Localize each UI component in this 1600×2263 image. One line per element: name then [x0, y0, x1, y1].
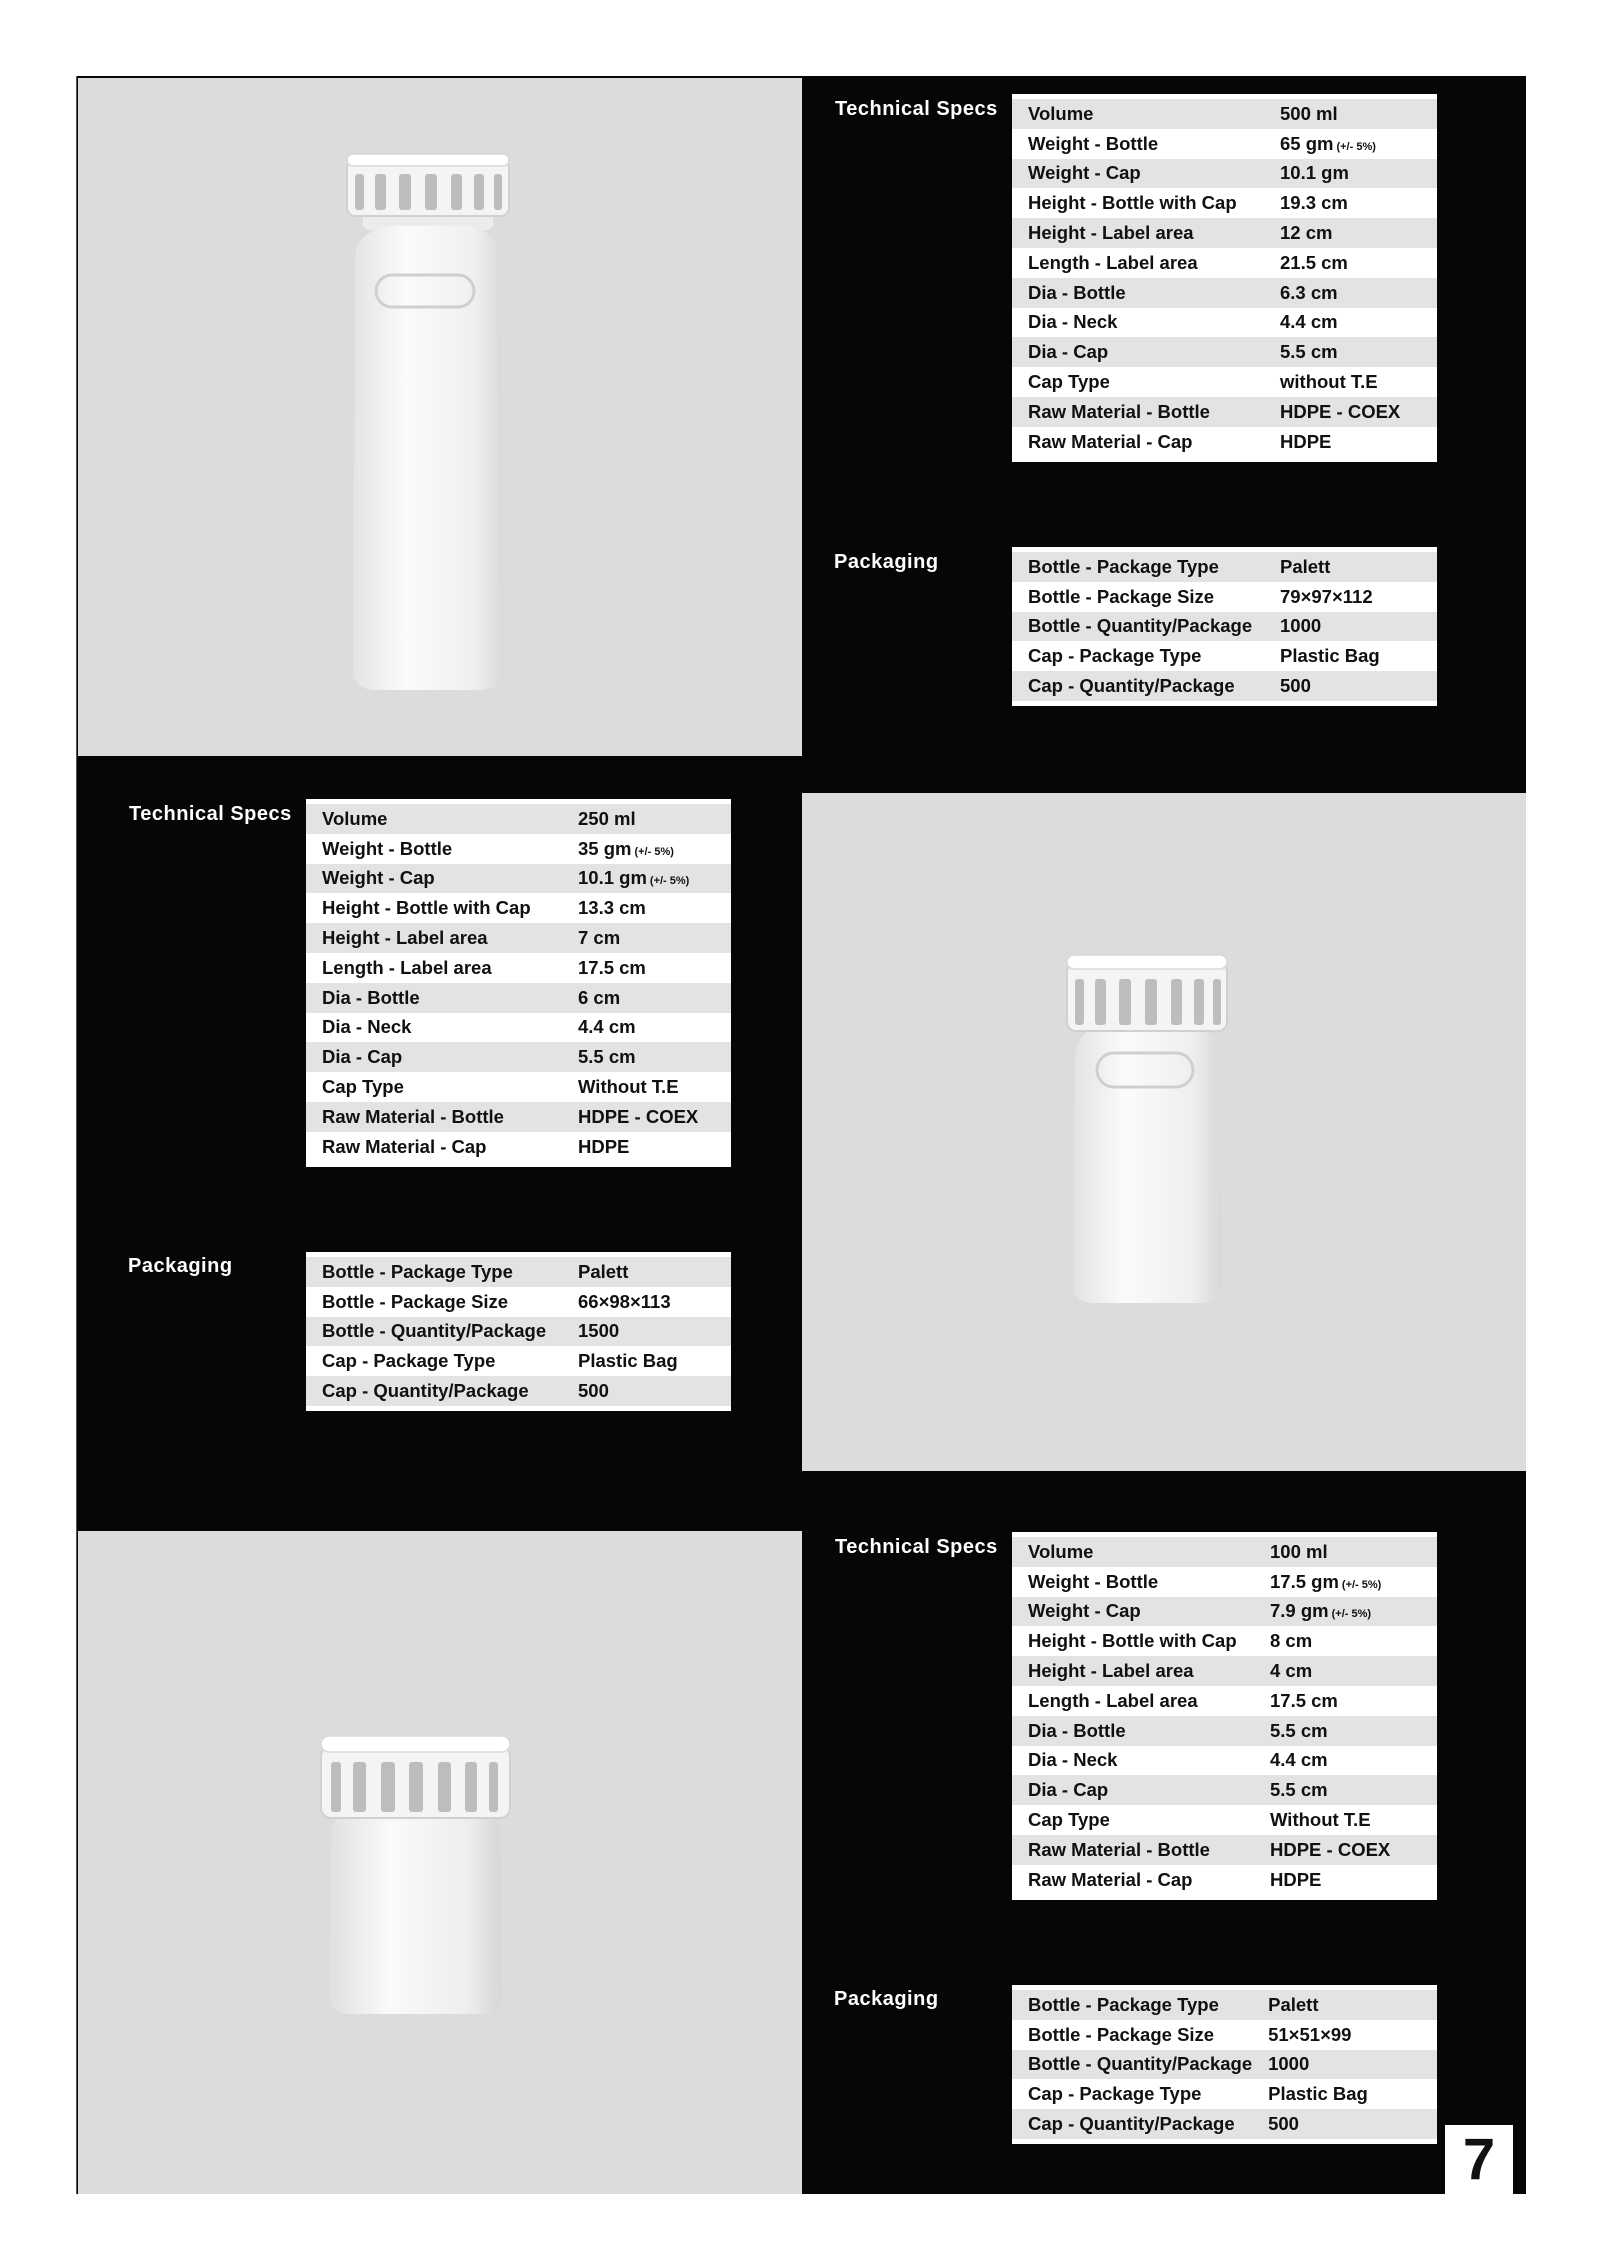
tolerance-note: (+/- 5%) [649, 875, 690, 888]
packaging-heading: Packaging [834, 551, 939, 573]
table-row [1012, 582, 1437, 612]
packaging-value: 500 [1252, 2109, 1437, 2141]
packaging-label: Bottle - Quantity/Package [1012, 2050, 1252, 2080]
specs-table [1012, 94, 1437, 462]
spec-value: 12 cm [1264, 218, 1437, 248]
table-row [1012, 612, 1437, 642]
table-row [1012, 1746, 1437, 1776]
table-row [306, 1317, 731, 1347]
table-row [1012, 1686, 1437, 1716]
packaging-value: 1500 [562, 1317, 731, 1347]
spec-value: 4.4 cm [1264, 308, 1437, 338]
table-row [1012, 278, 1437, 308]
table-row [1012, 641, 1437, 671]
packaging-label: Cap - Package Type [1012, 641, 1264, 671]
spec-label: Volume [1012, 97, 1264, 129]
table-row [1012, 337, 1437, 367]
packaging-label: Bottle - Quantity/Package [306, 1317, 562, 1347]
table-row [306, 923, 731, 953]
table-row [1012, 550, 1437, 582]
spec-label: Weight - Cap [306, 864, 562, 894]
spec-label: Raw Material - Bottle [1012, 397, 1264, 427]
table-row [1012, 2109, 1437, 2141]
spec-label: Dia - Cap [1012, 337, 1264, 367]
spec-label: Height - Label area [306, 923, 562, 953]
packaging-label: Bottle - Package Type [1012, 1988, 1252, 2020]
tolerance-note: (+/- 5%) [634, 845, 674, 858]
packaging-label: Bottle - Package Size [1012, 2020, 1252, 2050]
spec-value: HDPE - COEX [562, 1102, 731, 1132]
table-row [306, 953, 731, 983]
table-row [1012, 2079, 1437, 2109]
spec-value: 7.9 gm (+/- 5%) [1254, 1597, 1437, 1627]
spec-value: without T.E [1264, 367, 1437, 397]
packaging-table [1012, 547, 1437, 706]
spec-label: Cap Type [1012, 367, 1264, 397]
packaging-value: Palett [1264, 550, 1437, 582]
spec-label: Height - Label area [1012, 1656, 1254, 1686]
packaging-value: 500 [1264, 671, 1437, 703]
packaging-value: 51×51×99 [1252, 2020, 1437, 2050]
table-row [306, 1102, 731, 1132]
table-row [306, 1376, 731, 1408]
spec-label: Dia - Neck [306, 1013, 562, 1043]
bottle-250ml-photo [802, 793, 1526, 1471]
spec-value: HDPE - COEX [1264, 397, 1437, 427]
spec-value: 13.3 cm [562, 893, 731, 923]
spec-value: 6.3 cm [1264, 278, 1437, 308]
packaging-value: 500 [562, 1376, 731, 1408]
table-row [1012, 2020, 1437, 2050]
table-row [306, 1042, 731, 1072]
table-row [1012, 1656, 1437, 1686]
specs-table [1012, 1532, 1437, 1900]
spec-label: Height - Bottle with Cap [1012, 188, 1264, 218]
table-row [306, 1072, 731, 1102]
table-row [1012, 1988, 1437, 2020]
packaging-label: Cap - Quantity/Package [1012, 2109, 1252, 2141]
packaging-value: Plastic Bag [1252, 2079, 1437, 2109]
tolerance-note: (+/- 5%) [1341, 1578, 1382, 1591]
packaging-label: Cap - Quantity/Package [306, 1376, 562, 1408]
spec-value: 8 cm [1254, 1626, 1437, 1656]
spec-label: Dia - Bottle [1012, 1716, 1254, 1746]
spec-label: Length - Label area [306, 953, 562, 983]
spec-label: Cap Type [1012, 1805, 1254, 1835]
spec-label: Raw Material - Bottle [306, 1102, 562, 1132]
packaging-value: Plastic Bag [1264, 641, 1437, 671]
table-row [1012, 97, 1437, 129]
spec-value: 10.1 gm (+/- 5%) [562, 864, 731, 894]
spec-value: 250 ml [562, 802, 731, 834]
spec-label: Length - Label area [1012, 248, 1264, 278]
table-row [1012, 188, 1437, 218]
table-row [1012, 1716, 1437, 1746]
packaging-label: Bottle - Package Type [1012, 550, 1264, 582]
table-row [306, 893, 731, 923]
packaging-value: Palett [1252, 1988, 1437, 2020]
packaging-value: 79×97×112 [1264, 582, 1437, 612]
table-row [1012, 129, 1437, 159]
spec-label: Dia - Neck [1012, 308, 1264, 338]
spec-label: Cap Type [306, 1072, 562, 1102]
table-row [1012, 2050, 1437, 2080]
table-row [1012, 397, 1437, 427]
packaging-value: 66×98×113 [562, 1287, 731, 1317]
table-row [1012, 1805, 1437, 1835]
packaging-table [1012, 1985, 1437, 2144]
table-row [1012, 1567, 1437, 1597]
packaging-label: Cap - Package Type [1012, 2079, 1252, 2109]
packaging-value: Plastic Bag [562, 1346, 731, 1376]
table-row [1012, 427, 1437, 459]
spec-value: 4.4 cm [562, 1013, 731, 1043]
table-row [306, 802, 731, 834]
packaging-label: Bottle - Package Size [1012, 582, 1264, 612]
table-row [1012, 1835, 1437, 1865]
tolerance-note: (+/- 5%) [1336, 140, 1376, 153]
page-edge-line [76, 76, 77, 2194]
table-row [1012, 308, 1437, 338]
spec-value: Without T.E [1254, 1805, 1437, 1835]
table-row [306, 834, 731, 864]
spec-label: Dia - Cap [306, 1042, 562, 1072]
packaging-label: Bottle - Quantity/Package [1012, 612, 1264, 642]
spec-value: 17.5 cm [562, 953, 731, 983]
spec-label: Dia - Bottle [306, 983, 562, 1013]
spec-label: Weight - Bottle [1012, 1567, 1254, 1597]
tolerance-note: (+/- 5%) [1331, 1608, 1372, 1621]
spec-value: HDPE [1264, 427, 1437, 459]
spec-value: 21.5 cm [1264, 248, 1437, 278]
technical-specs-heading: Technical Specs [835, 98, 998, 120]
table-row [306, 1287, 731, 1317]
spec-value: HDPE [1254, 1865, 1437, 1897]
page-number: 7 [1445, 2125, 1513, 2194]
packaging-value: 1000 [1252, 2050, 1437, 2080]
spec-label: Height - Bottle with Cap [306, 893, 562, 923]
spec-value: HDPE - COEX [1254, 1835, 1437, 1865]
packaging-label: Cap - Quantity/Package [1012, 671, 1264, 703]
spec-label: Weight - Cap [1012, 1597, 1254, 1627]
packaging-heading: Packaging [834, 1988, 939, 2010]
spec-label: Dia - Cap [1012, 1775, 1254, 1805]
packaging-label: Bottle - Package Type [306, 1255, 562, 1287]
table-row [1012, 159, 1437, 189]
packaging-label: Bottle - Package Size [306, 1287, 562, 1317]
table-row [1012, 367, 1437, 397]
spec-value: 17.5 cm [1254, 1686, 1437, 1716]
spec-label: Raw Material - Cap [1012, 1865, 1254, 1897]
table-row [306, 983, 731, 1013]
bottle-500ml-photo [78, 78, 802, 756]
spec-value: 5.5 cm [562, 1042, 731, 1072]
table-row [306, 864, 731, 894]
packaging-table [306, 1252, 731, 1411]
spec-value: 35 gm (+/- 5%) [562, 834, 731, 864]
spec-label: Volume [1012, 1535, 1254, 1567]
spec-label: Weight - Cap [1012, 159, 1264, 189]
bottle-500ml-image [333, 140, 523, 700]
packaging-value: 1000 [1264, 612, 1437, 642]
spec-label: Dia - Bottle [1012, 278, 1264, 308]
spec-value: Without T.E [562, 1072, 731, 1102]
table-row [1012, 1865, 1437, 1897]
bottle-100ml-photo [78, 1531, 802, 2194]
table-row [306, 1255, 731, 1287]
spec-value: 5.5 cm [1264, 337, 1437, 367]
spec-value: 19.3 cm [1264, 188, 1437, 218]
table-row [306, 1013, 731, 1043]
table-row [1012, 671, 1437, 703]
bottle-250ml-image [1057, 943, 1237, 1313]
spec-label: Height - Label area [1012, 218, 1264, 248]
spec-value: 10.1 gm [1264, 159, 1437, 189]
table-row [306, 1346, 731, 1376]
spec-value: 4 cm [1254, 1656, 1437, 1686]
spec-value: 17.5 gm (+/- 5%) [1254, 1567, 1437, 1597]
spec-value: 7 cm [562, 923, 731, 953]
packaging-value: Palett [562, 1255, 731, 1287]
spec-label: Raw Material - Bottle [1012, 1835, 1254, 1865]
spec-label: Length - Label area [1012, 1686, 1254, 1716]
table-row [1012, 1535, 1437, 1567]
bottle-100ml-image [313, 1724, 518, 2024]
spec-value: HDPE [562, 1132, 731, 1164]
spec-value: 6 cm [562, 983, 731, 1013]
spec-label: Weight - Bottle [1012, 129, 1264, 159]
table-row [1012, 1626, 1437, 1656]
spec-label: Raw Material - Cap [1012, 427, 1264, 459]
spec-value: 4.4 cm [1254, 1746, 1437, 1776]
spec-label: Dia - Neck [1012, 1746, 1254, 1776]
spec-label: Raw Material - Cap [306, 1132, 562, 1164]
spec-label: Volume [306, 802, 562, 834]
specs-table [306, 799, 731, 1167]
spec-label: Height - Bottle with Cap [1012, 1626, 1254, 1656]
table-row [1012, 1597, 1437, 1627]
packaging-label: Cap - Package Type [306, 1346, 562, 1376]
spec-value: 5.5 cm [1254, 1775, 1437, 1805]
technical-specs-heading: Technical Specs [129, 803, 292, 825]
table-row [1012, 248, 1437, 278]
packaging-heading: Packaging [128, 1255, 233, 1277]
spec-value: 65 gm (+/- 5%) [1264, 129, 1437, 159]
spec-label: Weight - Bottle [306, 834, 562, 864]
spec-value: 500 ml [1264, 97, 1437, 129]
table-row [306, 1132, 731, 1164]
table-row [1012, 1775, 1437, 1805]
table-row [1012, 218, 1437, 248]
spec-value: 5.5 cm [1254, 1716, 1437, 1746]
technical-specs-heading: Technical Specs [835, 1536, 998, 1558]
spec-value: 100 ml [1254, 1535, 1437, 1567]
